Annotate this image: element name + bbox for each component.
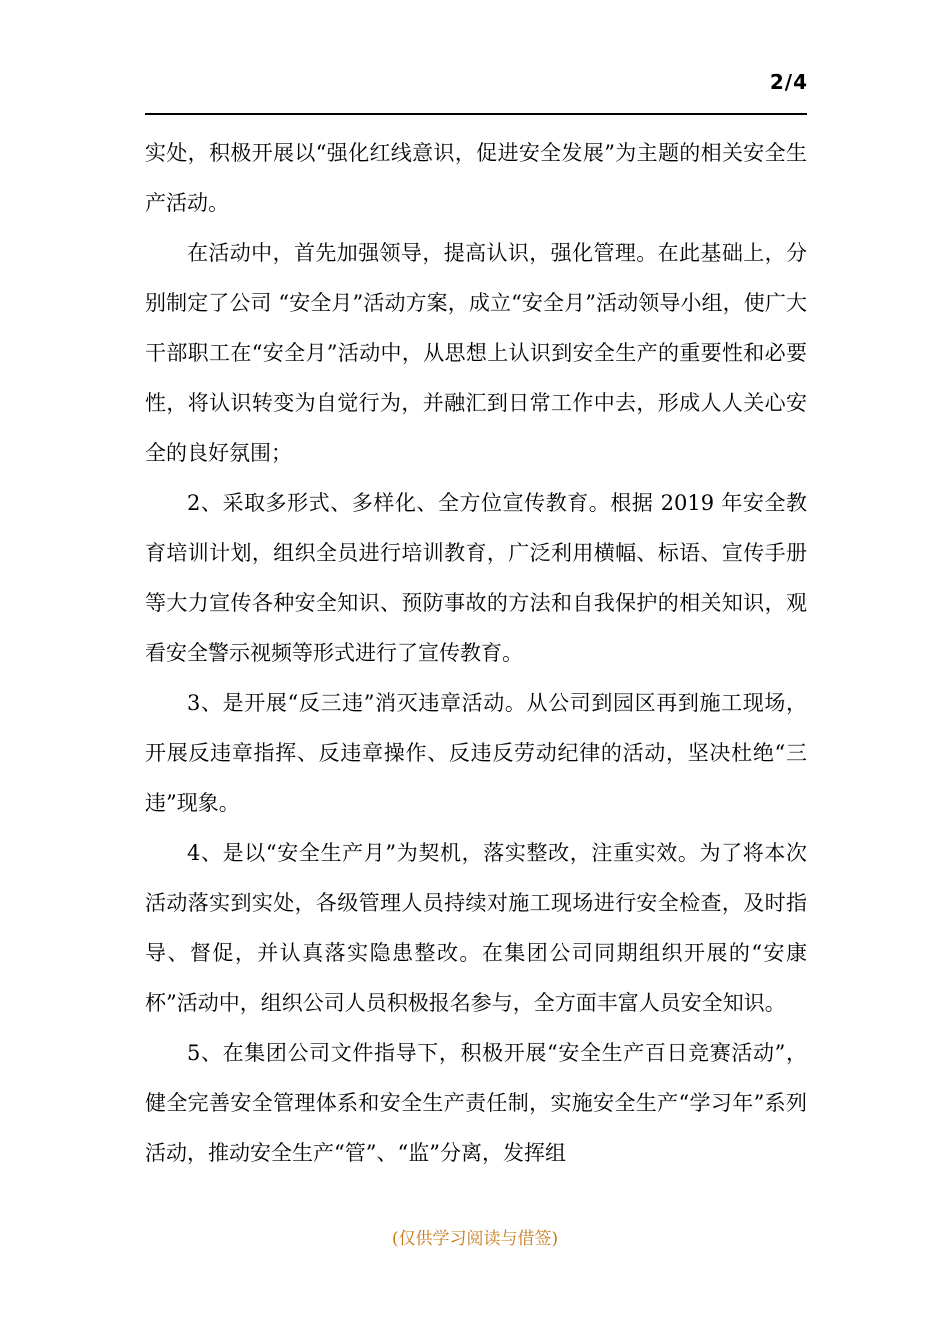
- paragraph-item-5: 5、在集团公司文件指导下，积极开展“安全生产百日竞赛活动”，健全完善安全管理体系和安全生产责任制，实施安全生产“学习年”系列活动，推动安全生产“管”、“监”分离，发挥组: [145, 1041, 807, 1165]
- footer-note: (仅供学习阅读与借签): [391, 1229, 559, 1249]
- paragraph-item-4: 4、是以“安全生产月”为契机，落实整改，注重实效。为了将本次活动落实到实处，各级管理人员持续对施工现场进行安全检查，及时指导、督促，并认真落实隐患整改。在集团公司同期组织开展的“安康杯”活动中，组织公司人员积极报名参与，全方面丰富人员安全知识。: [145, 841, 807, 1015]
- paragraph-item-2: 2、采取多形式、多样化、全方位宣传教育。根据 2019 年安全教育培训计划，组织全员进行培训教育，广泛利用横幅、标语、宣传手册等大力宣传各种安全知识、预防事故的方法和自我保护的相关知识，观看安全警示视频等形式进行了宣传教育。: [145, 491, 807, 665]
- document-body: [145, 128, 807, 1178]
- header-divider: [145, 113, 807, 115]
- paragraph-activity-leadership: 在活动中，首先加强领导，提高认识，强化管理。在此基础上，分别制定了公司 “安全月”活动方案，成立“安全月”活动领导小组，使广大干部职工在“安全月”活动中，从思想上认识到安全生产的重要性和必要性，将认识转变为自觉行为，并融汇到日常工作中去，形成人人关心安全的良好氛围；: [145, 241, 807, 465]
- page-number: 2/4: [769, 70, 808, 94]
- paragraph-continuation: 实处，积极开展以“强化红线意识，促进安全发展”为主题的相关安全生产活动。: [145, 141, 807, 215]
- paragraph-item-3: 3、是开展“反三违”消灭违章活动。从公司到园区再到施工现场，开展反违章指挥、反违章操作、反违反劳动纪律的活动，坚决杜绝“三违”现象。: [145, 691, 807, 815]
